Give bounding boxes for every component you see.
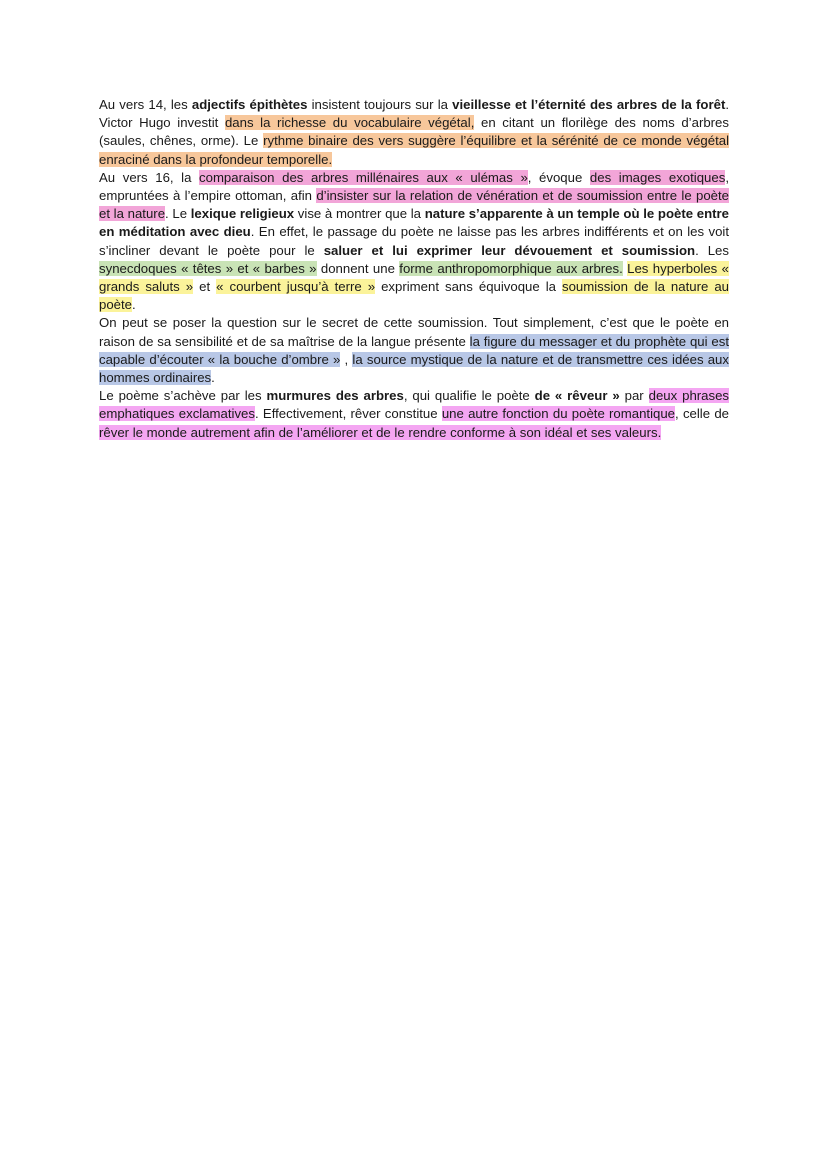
text-segment: , qui qualifie le poète	[403, 388, 535, 404]
bold-text: saluer et lui exprimer leur dévouement et soumission	[323, 242, 696, 258]
highlighted-text: synecdoques « têtes » et « barbes »	[99, 260, 317, 276]
text-segment: Au vers 16, la	[99, 169, 200, 185]
paragraph-4	[99, 387, 729, 442]
highlighted-text: d’insister sur la relation de vénération et de soumission entre le poète et la nature	[99, 188, 729, 222]
document-body	[99, 96, 729, 442]
text-segment: . Victor Hugo investit	[99, 97, 730, 131]
paragraph-2	[99, 169, 729, 315]
highlighted-text: « courbent jusqu’à terre »	[216, 279, 376, 295]
text-segment: . Effectivement, rêver constitue	[255, 406, 442, 422]
bold-text: murmures des arbres	[266, 388, 404, 404]
text-segment: et	[193, 279, 217, 295]
text-segment: donnent une	[316, 260, 400, 276]
highlighted-text: dans la richesse du vocabulaire végétal,	[224, 115, 475, 131]
bold-text: de « rêveur »	[534, 388, 620, 404]
text-segment: Le poème s’achève par les	[99, 388, 267, 404]
highlighted-text: deux phrases emphatiques exclamatives	[99, 388, 730, 422]
text-segment: en citant un florilège des noms d’arbres (saules, chênes, orme). Le	[99, 115, 729, 149]
text-segment: , celle de	[675, 406, 729, 422]
bold-text: vieillesse et l’éternité des arbres de la forêt	[452, 97, 726, 112]
text-segment: vise à montrer que la	[294, 206, 425, 222]
text-segment: Au vers 14, les	[99, 97, 192, 112]
highlighted-text: une autre fonction du poète romantique	[441, 406, 676, 422]
paragraph-3	[99, 314, 729, 387]
bold-text: adjectifs épithètes	[191, 97, 308, 112]
highlighted-text: rêver le monde autrement afin de l’améliorer et de le rendre conforme à son idéal et ses valeurs.	[99, 424, 662, 440]
text-segment: par	[619, 388, 649, 404]
bold-text: lexique religieux	[190, 206, 295, 222]
text-segment: insistent toujours sur la	[307, 97, 453, 112]
highlighted-text: la source mystique de la nature et de transmettre ces idées aux hommes ordinaires	[99, 351, 729, 386]
highlighted-text: rythme binaire des vers suggère l’équilibre et la sérénité de ce monde végétal enraciné dans la profondeur temporelle.	[99, 133, 729, 167]
bold-text: nature s’apparente à un temple où le poète entre en méditation avec dieu	[99, 206, 730, 240]
text-segment: . Le	[165, 206, 191, 222]
highlighted-text: forme anthropomorphique aux arbres.	[399, 260, 623, 276]
highlighted-text: des images exotiques	[589, 169, 726, 185]
text-segment: , empruntées à l’empire ottoman, afin	[99, 169, 729, 204]
paragraph-1	[99, 96, 729, 169]
text-segment: . Les	[695, 242, 729, 258]
highlighted-text: comparaison des arbres millénaires aux « ulémas »	[199, 169, 528, 185]
text-segment: ,	[340, 351, 353, 367]
highlighted-text: soumission de la nature au poète	[99, 279, 729, 313]
text-segment: , évoque	[527, 169, 590, 185]
text-segment: expriment sans équivoque la	[375, 279, 562, 295]
text-segment: On peut se poser la question sur le secret de cette soumission. Tout simplement, c’est que le poète en raison de sa sensibilité et de sa maîtrise de la langue présente	[99, 315, 729, 349]
text-segment: .	[211, 370, 215, 386]
highlighted-text: Les hyperboles « grands saluts »	[99, 260, 729, 295]
text-segment: .	[132, 297, 136, 313]
text-segment: . En effet, le passage du poète ne laisse pas les arbres indifférents et on les voit s’incliner devant le poète pour le	[99, 224, 730, 258]
highlighted-text: la figure du messager et du prophète qui est capable d’écouter « la bouche d’ombre »	[99, 333, 729, 367]
